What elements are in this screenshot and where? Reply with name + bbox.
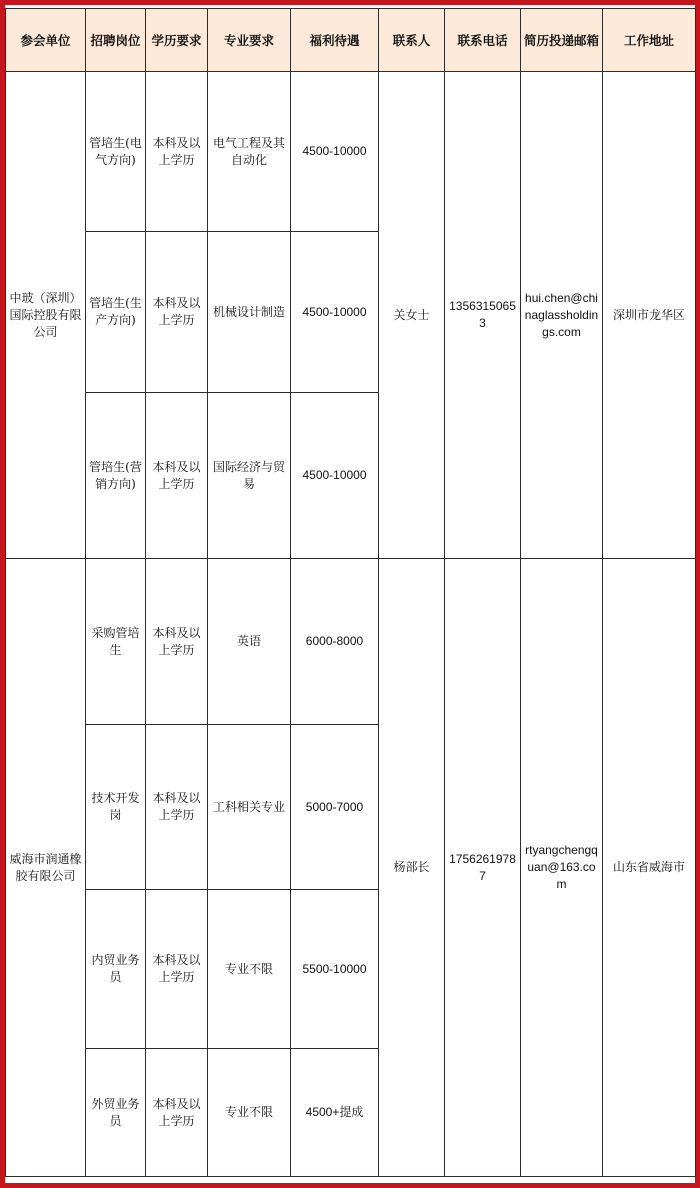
header-row (6, 9, 696, 72)
job-position: 管培生(营销方向) (86, 393, 146, 559)
header-email: 简历投递邮箱 (521, 9, 603, 72)
job-major: 国际经济与贸易 (208, 393, 291, 559)
work-address: 山东省威海市 (603, 559, 696, 1177)
resume-email: rtyangchengquan@163.com (521, 559, 603, 1177)
job-education: 本科及以上学历 (146, 725, 208, 890)
job-major: 工科相关专业 (208, 725, 291, 890)
job-position: 管培生(生产方向) (86, 232, 146, 393)
header-contact: 联系人 (379, 9, 445, 72)
page-frame (5, 5, 695, 1183)
recruitment-table (5, 8, 696, 1177)
table-row (6, 72, 696, 232)
job-major: 电气工程及其自动化 (208, 72, 291, 232)
job-major: 英语 (208, 559, 291, 725)
job-salary: 4500-10000 (291, 232, 379, 393)
job-major: 专业不限 (208, 1049, 291, 1177)
company-name: 威海市润通橡胶有限公司 (6, 559, 86, 1177)
job-position: 技术开发岗 (86, 725, 146, 890)
job-education: 本科及以上学历 (146, 559, 208, 725)
work-address: 深圳市龙华区 (603, 72, 696, 559)
header-salary: 福利待遇 (291, 9, 379, 72)
job-salary: 4500+提成 (291, 1049, 379, 1177)
job-salary: 5000-7000 (291, 725, 379, 890)
header-company: 参会单位 (6, 9, 86, 72)
company-name: 中玻（深圳）国际控股有限公司 (6, 72, 86, 559)
header-education: 学历要求 (146, 9, 208, 72)
job-education: 本科及以上学历 (146, 232, 208, 393)
header-address: 工作地址 (603, 9, 696, 72)
job-major: 机械设计制造 (208, 232, 291, 393)
job-salary: 5500-10000 (291, 890, 379, 1049)
resume-email: hui.chen@chinaglassholdings.com (521, 72, 603, 559)
header-major: 专业要求 (208, 9, 291, 72)
contact-person: 关女士 (379, 72, 445, 559)
contact-phone: 17562619787 (445, 559, 521, 1177)
job-education: 本科及以上学历 (146, 393, 208, 559)
contact-person: 杨部长 (379, 559, 445, 1177)
job-education: 本科及以上学历 (146, 1049, 208, 1177)
job-position: 内贸业务员 (86, 890, 146, 1049)
job-salary: 4500-10000 (291, 393, 379, 559)
contact-phone: 13563150653 (445, 72, 521, 559)
job-education: 本科及以上学历 (146, 890, 208, 1049)
job-position: 外贸业务员 (86, 1049, 146, 1177)
job-position: 管培生(电气方向) (86, 72, 146, 232)
table-row (6, 559, 696, 725)
job-position: 采购管培生 (86, 559, 146, 725)
job-salary: 4500-10000 (291, 72, 379, 232)
header-position: 招聘岗位 (86, 9, 146, 72)
job-salary: 6000-8000 (291, 559, 379, 725)
job-education: 本科及以上学历 (146, 72, 208, 232)
header-phone: 联系电话 (445, 9, 521, 72)
job-major: 专业不限 (208, 890, 291, 1049)
